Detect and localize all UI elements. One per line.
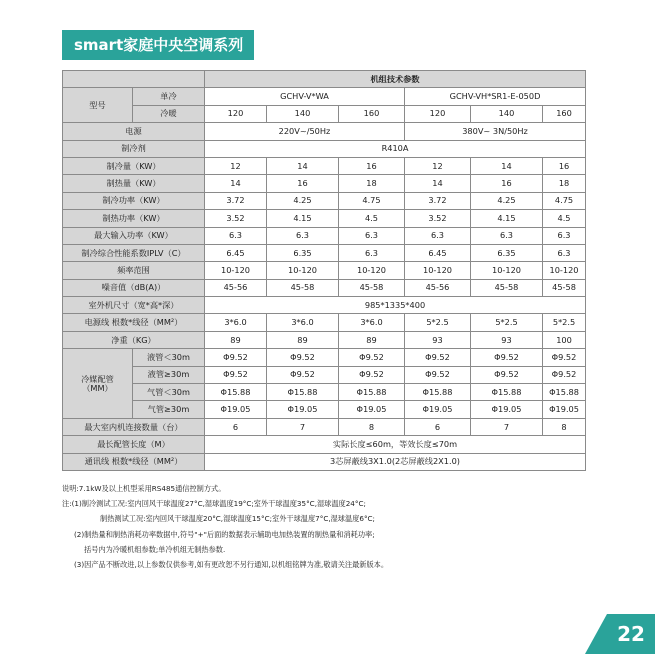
perf-row-value: 6.3: [339, 227, 405, 244]
note-line: (2)制热量和制热消耗功率数据中,符号"+"后面的数据表示辅助电加热装置的制热量和消耗功率;: [74, 529, 375, 539]
table-row: [63, 192, 586, 209]
table-row: [63, 88, 586, 105]
perf-row-value: 10-120: [267, 262, 339, 279]
table-row: [63, 453, 586, 470]
table-row: [63, 157, 586, 174]
piping-value: Φ9.52: [543, 349, 586, 366]
perf-row-label: 制冷量（KW）: [63, 157, 205, 174]
perf-row-value: 16: [339, 157, 405, 174]
perf-row-value: 10-120: [471, 262, 543, 279]
perf-row-value: 6.45: [205, 244, 267, 261]
piping-sub-label: 液管≥30m: [133, 366, 205, 383]
spec-table-body: [63, 71, 586, 471]
perf-row-value: 6.35: [471, 244, 543, 261]
perf-row-value: 4.5: [543, 210, 586, 227]
table-row: [63, 262, 586, 279]
perf-row-value: 14: [471, 157, 543, 174]
max-indoor-value: 7: [471, 418, 543, 435]
table-row: [63, 227, 586, 244]
perf-row-value: 4.25: [471, 192, 543, 209]
perf-row-value: 10-120: [543, 262, 586, 279]
table-row: [63, 401, 586, 418]
piping-value: Φ9.52: [405, 349, 471, 366]
piping-value: Φ19.05: [543, 401, 586, 418]
comm-label: 通讯线 根数*线径（MM²）: [63, 453, 205, 470]
note-line: (3)因产品不断改进,以上参数仅供参考,如有更改恕不另行通知,以机组铭牌为准,敬请关注最新版本。: [74, 560, 389, 570]
capacity-value: 140: [471, 105, 543, 122]
model-b: GCHV-VH*SR1-E-050D: [405, 88, 586, 105]
perf-row-value: 4.75: [339, 192, 405, 209]
capacity-value: 160: [339, 105, 405, 122]
net-weight-value: 100: [543, 331, 586, 348]
piping-value: Φ19.05: [471, 401, 543, 418]
perf-row-value: 16: [267, 175, 339, 192]
perf-row-value: 10-120: [405, 262, 471, 279]
perf-row-value: 18: [543, 175, 586, 192]
perf-row-value: 3.72: [405, 192, 471, 209]
piping-value: Φ9.52: [205, 366, 267, 383]
table-row: [63, 384, 586, 401]
power-b: 380V~ 3N/50Hz: [405, 123, 586, 140]
note-line: 括号内为冷暖机组参数;单冷机组无制热参数.: [84, 544, 226, 554]
max-indoor-value: 8: [543, 418, 586, 435]
perf-row-value: 3.72: [205, 192, 267, 209]
piping-value: Φ9.52: [267, 366, 339, 383]
perf-row-value: 6.3: [267, 227, 339, 244]
power-cable-label: 电源线 根数*线径（MM²）: [63, 314, 205, 331]
perf-row-value: 12: [405, 157, 471, 174]
perf-row-value: 6.45: [405, 244, 471, 261]
power-cable-value: 5*2.5: [543, 314, 586, 331]
table-row: [63, 418, 586, 435]
perf-row-value: 4.15: [267, 210, 339, 227]
perf-row-label: 噪音值（dB(A)）: [63, 279, 205, 296]
table-row: [63, 436, 586, 453]
capacity-value: 120: [205, 105, 267, 122]
piping-value: Φ15.88: [267, 384, 339, 401]
notes: [62, 481, 592, 572]
net-weight-value: 93: [471, 331, 543, 348]
max-indoor-label: 最大室内机连接数量（台）: [63, 418, 205, 435]
perf-row-value: 16: [471, 175, 543, 192]
table-row: [63, 105, 586, 122]
perf-row-value: 6.3: [339, 244, 405, 261]
table-row: [63, 244, 586, 261]
perf-row-value: 12: [205, 157, 267, 174]
perf-row-value: 10-120: [205, 262, 267, 279]
piping-value: Φ19.05: [205, 401, 267, 418]
comm-value: 3芯屏蔽线3X1.0(2芯屏蔽线2X1.0): [205, 453, 586, 470]
single-cool-label: 单冷: [133, 88, 205, 105]
piping-value: Φ15.88: [543, 384, 586, 401]
table-row: [63, 123, 586, 140]
perf-row-value: 10-120: [339, 262, 405, 279]
table-row: [63, 71, 586, 88]
max-indoor-value: 7: [267, 418, 339, 435]
piping-value: Φ15.88: [471, 384, 543, 401]
net-weight-value: 93: [405, 331, 471, 348]
max-pipe-label: 最长配管长度（M）: [63, 436, 205, 453]
note-line: 制热测试工况:室内回风干球温度20°C,湿球温度15°C;室外干球温度7°C,湿球温度6°C;: [100, 514, 375, 524]
power-cable-value: 3*6.0: [205, 314, 267, 331]
perf-row-label: 频率范围: [63, 262, 205, 279]
piping-value: Φ9.52: [543, 366, 586, 383]
spec-table: [62, 70, 586, 471]
power-label: 电源: [63, 123, 205, 140]
power-cable-value: 5*2.5: [405, 314, 471, 331]
piping-value: Φ9.52: [471, 349, 543, 366]
perf-row-value: 18: [339, 175, 405, 192]
section-title: smart家庭中央空调系列: [62, 30, 254, 60]
perf-row-value: 4.5: [339, 210, 405, 227]
piping-sub-label: 气管≥30m: [133, 401, 205, 418]
perf-row-value: 14: [267, 157, 339, 174]
piping-label-1: 冷媒配管: [81, 373, 114, 384]
piping-value: Φ15.88: [339, 384, 405, 401]
table-row: [63, 331, 586, 348]
refrigerant-label: 制冷剂: [63, 140, 205, 157]
net-weight-value: 89: [339, 331, 405, 348]
power-cable-value: 3*6.0: [339, 314, 405, 331]
corner-cell: [63, 71, 205, 88]
perf-row-value: 45-58: [267, 279, 339, 296]
capacity-value: 140: [267, 105, 339, 122]
perf-row-value: 6.35: [267, 244, 339, 261]
piping-value: Φ9.52: [205, 349, 267, 366]
piping-value: Φ9.52: [339, 366, 405, 383]
power-a: 220V~/50Hz: [205, 123, 405, 140]
table-row: [63, 175, 586, 192]
perf-row-label: 最大输入功率（KW）: [63, 227, 205, 244]
piping-sub-label: 气管＜30m: [133, 384, 205, 401]
outdoor-size-label: 室外机尺寸（宽*高*深）: [63, 297, 205, 314]
perf-row-value: 6.3: [543, 244, 586, 261]
piping-label-2: （MM）: [82, 382, 113, 393]
table-row: [63, 366, 586, 383]
table-row: [63, 279, 586, 296]
piping-value: Φ19.05: [405, 401, 471, 418]
perf-row-value: 3.52: [405, 210, 471, 227]
table-row: [63, 140, 586, 157]
table-row: [63, 349, 586, 366]
model-label: 型号: [63, 88, 133, 123]
power-cable-value: 3*6.0: [267, 314, 339, 331]
table-row: [63, 297, 586, 314]
perf-row-value: 6.3: [471, 227, 543, 244]
perf-row-value: 4.15: [471, 210, 543, 227]
piping-value: Φ15.88: [405, 384, 471, 401]
perf-row-value: 6.3: [405, 227, 471, 244]
perf-row-value: 6.3: [205, 227, 267, 244]
heat-pump-label: 冷暖: [133, 105, 205, 122]
refrigerant-value: R410A: [205, 140, 586, 157]
capacity-value: 160: [543, 105, 586, 122]
perf-row-value: 45-56: [205, 279, 267, 296]
piping-value: Φ9.52: [405, 366, 471, 383]
net-weight-label: 净重（KG）: [63, 331, 205, 348]
max-indoor-value: 8: [339, 418, 405, 435]
max-indoor-value: 6: [405, 418, 471, 435]
perf-row-value: 14: [405, 175, 471, 192]
table-row: [63, 210, 586, 227]
note-line: 注:(1)制冷测试工况:室内回风干球温度27°C,湿球温度19°C;室外干球温度35°C,湿球温度24°C;: [62, 499, 366, 509]
piping-value: Φ15.88: [205, 384, 267, 401]
perf-row-value: 45-58: [471, 279, 543, 296]
piping-value: Φ19.05: [339, 401, 405, 418]
perf-row-value: 45-58: [543, 279, 586, 296]
model-a: GCHV-V*WA: [205, 88, 405, 105]
piping-value: Φ9.52: [267, 349, 339, 366]
perf-row-value: 4.75: [543, 192, 586, 209]
table-title: 机组技术参数: [205, 71, 586, 88]
perf-row-value: 16: [543, 157, 586, 174]
outdoor-size-value: 985*1335*400: [205, 297, 586, 314]
piping-label: [63, 349, 133, 419]
perf-row-value: 3.52: [205, 210, 267, 227]
table-row: [63, 314, 586, 331]
perf-row-value: 4.25: [267, 192, 339, 209]
perf-row-value: 45-56: [405, 279, 471, 296]
perf-row-label: 制冷功率（KW）: [63, 192, 205, 209]
max-indoor-value: 6: [205, 418, 267, 435]
power-cable-value: 5*2.5: [471, 314, 543, 331]
perf-row-label: 制热功率（KW）: [63, 210, 205, 227]
perf-row-label: 制热量（KW）: [63, 175, 205, 192]
net-weight-value: 89: [205, 331, 267, 348]
note-line: 说明:7.1kW及以上机型采用RS485通信控制方式。: [62, 484, 226, 493]
net-weight-value: 89: [267, 331, 339, 348]
page-number: 22: [607, 614, 655, 654]
perf-row-label: 制冷综合性能系数IPLV（C）: [63, 244, 205, 261]
piping-value: Φ9.52: [471, 366, 543, 383]
perf-row-value: 45-58: [339, 279, 405, 296]
piping-sub-label: 液管＜30m: [133, 349, 205, 366]
max-pipe-value: 实际长度≤60m，等效长度≤70m: [205, 436, 586, 453]
capacity-value: 120: [405, 105, 471, 122]
perf-row-value: 6.3: [543, 227, 586, 244]
piping-value: Φ19.05: [267, 401, 339, 418]
piping-value: Φ9.52: [339, 349, 405, 366]
perf-row-value: 14: [205, 175, 267, 192]
